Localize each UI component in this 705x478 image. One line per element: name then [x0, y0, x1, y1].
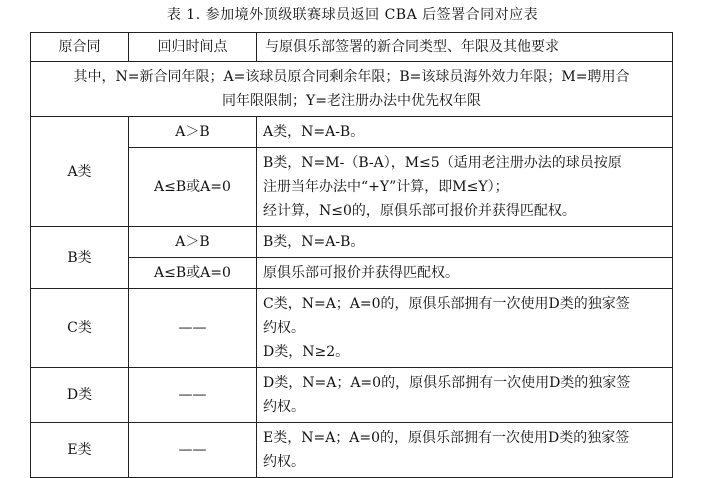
desc-line: 原俱乐部可报价并获得匹配权。	[263, 265, 459, 281]
note-line: 同年限限制；Y=老注册办法中优先权年限	[222, 93, 481, 109]
desc-line: A类，N=A-B。	[263, 124, 365, 140]
desc-line: D类，N≥2。	[263, 344, 350, 360]
desc-line: B类，N=M-（B-A），M≤5（适用老注册办法的球员按原	[263, 155, 622, 171]
desc-line: E类，N=A；A=0的，原俱乐部拥有一次使用D类的独家签	[263, 430, 630, 446]
table-row	[31, 368, 673, 423]
table-row	[31, 227, 673, 258]
note-cell	[31, 62, 673, 117]
contract-desc-cell	[257, 289, 673, 368]
contract-desc-cell	[257, 227, 673, 258]
type-label-d: D类	[31, 368, 129, 423]
return-time-cell: A≤B或A=0	[129, 148, 257, 227]
contract-desc-cell	[257, 368, 673, 423]
desc-line: B类，N=A-B。	[263, 234, 365, 250]
contract-desc-cell	[257, 423, 673, 478]
return-time-cell: ——	[129, 423, 257, 478]
return-time-cell: A＞B	[129, 227, 257, 258]
table-row	[31, 423, 673, 478]
header-new-contract: 与原俱乐部签署的新合同类型、年限及其他要求	[257, 33, 673, 62]
type-label-b: B类	[31, 227, 129, 289]
return-time-cell: ——	[129, 289, 257, 368]
type-label-a: A类	[31, 117, 129, 227]
desc-line: 约权。	[263, 399, 305, 415]
type-label-e: E类	[31, 423, 129, 478]
desc-line: D类，N=A；A=0的，原俱乐部拥有一次使用D类的独家签	[263, 375, 631, 391]
return-time-cell: A＞B	[129, 117, 257, 148]
table-row	[31, 117, 673, 148]
contract-desc-cell	[257, 117, 673, 148]
desc-line: 经计算，N≤0的，原俱乐部可报价并获得匹配权。	[263, 203, 576, 219]
note-row	[31, 62, 673, 117]
contract-desc-cell	[257, 148, 673, 227]
desc-line: 约权。	[263, 320, 305, 336]
header-row	[31, 33, 673, 62]
contract-table	[30, 32, 673, 478]
header-original-contract: 原合同	[31, 33, 129, 62]
desc-line: C类，N=A；A=0的，原俱乐部拥有一次使用D类的独家签	[263, 296, 630, 312]
table-row	[31, 289, 673, 368]
desc-line: 约权。	[263, 454, 305, 470]
return-time-cell: ——	[129, 368, 257, 423]
contract-desc-cell	[257, 258, 673, 289]
type-label-c: C类	[31, 289, 129, 368]
header-return-time: 回归时间点	[129, 33, 257, 62]
return-time-cell: A≤B或A=0	[129, 258, 257, 289]
table-caption: 表 1. 参加境外顶级联赛球员返回 CBA 后签署合同对应表	[166, 7, 539, 23]
desc-line: 注册当年办法中“+Y”计算，即M≤Y）；	[263, 179, 509, 195]
note-line: 其中，N=新合同年限；A=该球员原合同剩余年限；B=该球员海外效力年限；M=聘用合	[73, 69, 630, 85]
